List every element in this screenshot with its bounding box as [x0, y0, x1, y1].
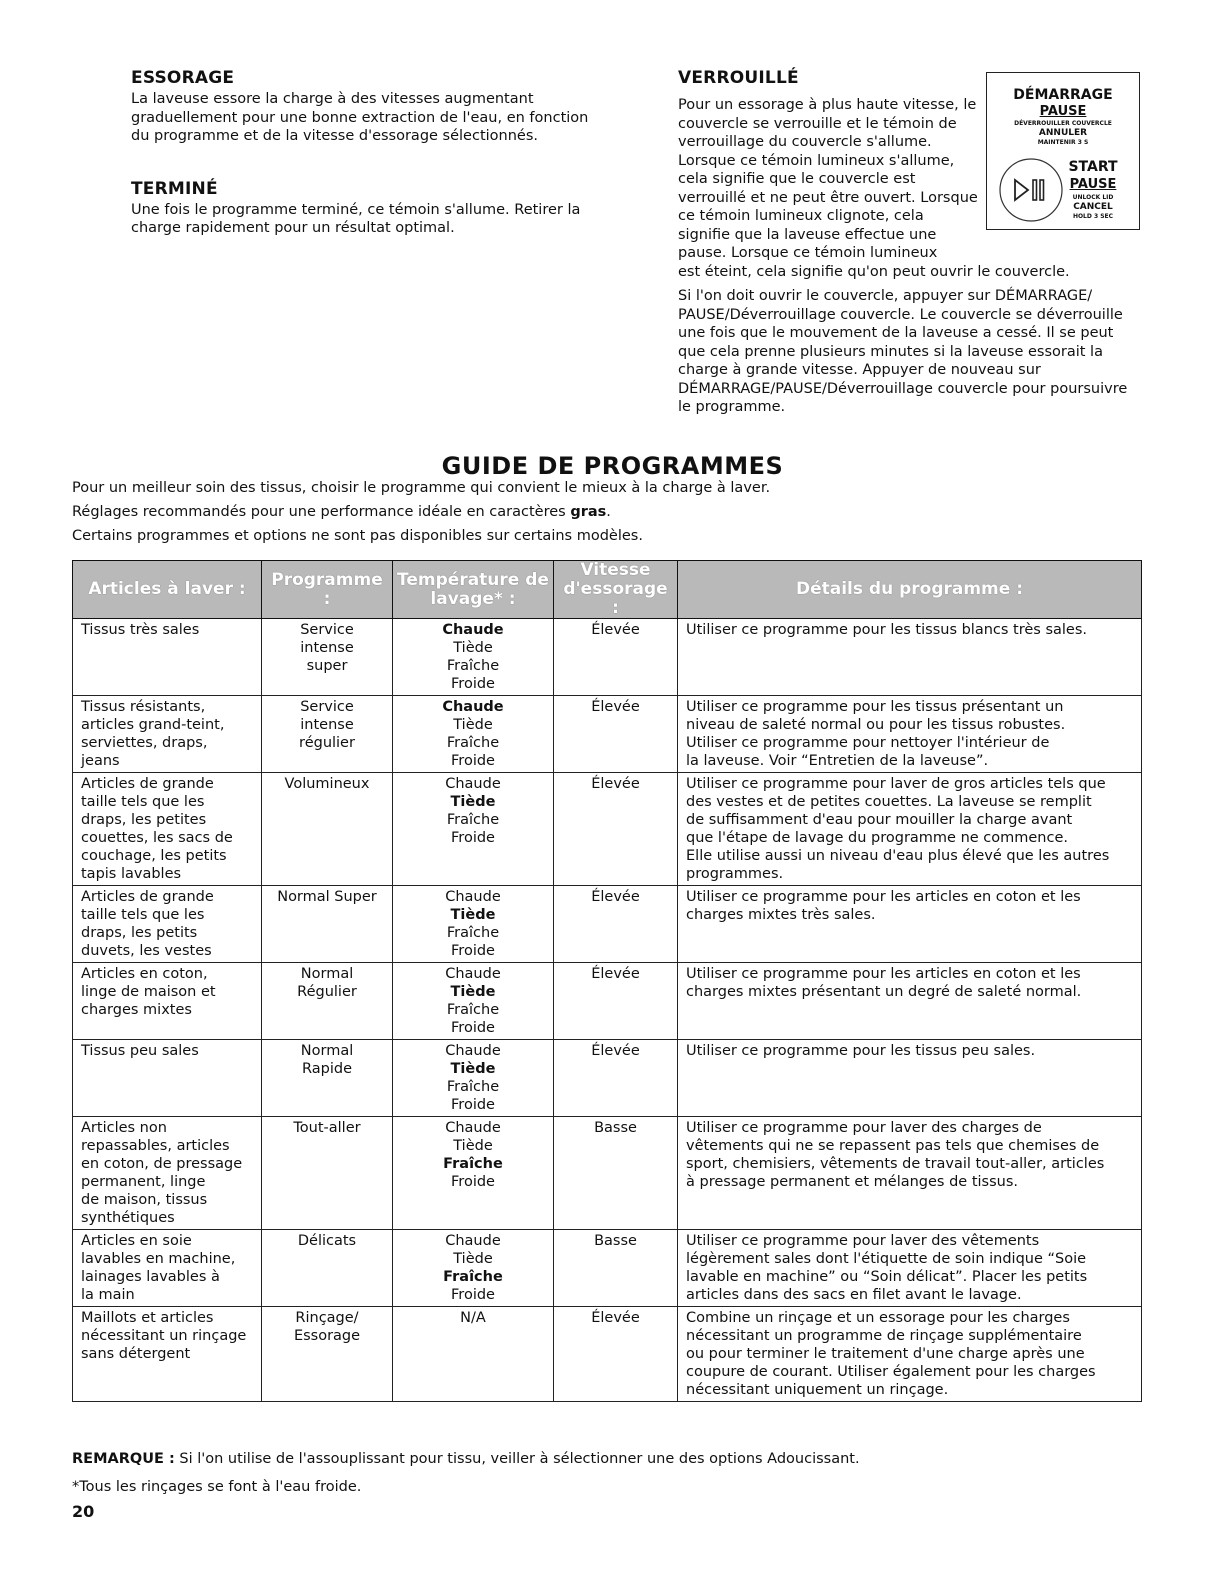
table-row — [73, 886, 1142, 963]
cell-line: Utiliser ce programme pour les tissus blancs très sales. — [686, 622, 1088, 638]
cell-line: Élevée — [591, 622, 640, 638]
cell-line: sport, chemisiers, vêtements de travail tout-aller, articles — [686, 1156, 1105, 1172]
cell-line: Utiliser ce programme pour les articles en coton et les — [686, 889, 1081, 905]
cell-line: que l'étape de lavage du programme ne commence. — [686, 830, 1068, 846]
cell-line: Elle utilise aussi un niveau d'eau plus élevé que les autres — [686, 848, 1110, 864]
cell-line: intense — [300, 640, 354, 656]
cell-line: charges mixtes présentant un degré de saleté normal. — [686, 984, 1082, 1000]
cell-line: nécessitant un programme de rinçage supplémentaire — [686, 1328, 1082, 1344]
cell-line: couchage, les petits — [81, 848, 227, 864]
cell-details — [678, 963, 1142, 1040]
cell-line: Articles en soie — [81, 1233, 192, 1249]
cell-line: super — [306, 658, 348, 674]
verrouille-text-end: est éteint, cela signifie qu'on peut ouvrir le couvercle. — [678, 263, 1070, 280]
cell-line: Tout-aller — [293, 1120, 361, 1136]
termine-text: Une fois le programme terminé, ce témoin s'allume. Retirer la charge rapidement pour un résultat optimal. — [131, 201, 581, 236]
notes — [72, 1450, 1172, 1506]
cell-line: Articles en coton, — [81, 966, 208, 982]
cell-vitesse — [554, 1117, 678, 1230]
cell-temperature — [393, 619, 554, 696]
cell-line: taille tels que les — [81, 794, 205, 810]
cell-details — [678, 1040, 1142, 1117]
table-header-cell: Vitesse d'essorage : — [554, 561, 678, 619]
cell-articles — [73, 1117, 262, 1230]
cell-details — [678, 773, 1142, 886]
cell-line: Essorage — [293, 1328, 361, 1344]
cell-line: Articles de grande — [81, 889, 214, 905]
cell-temperature — [393, 886, 554, 963]
cell-line: Fraîche — [443, 1156, 503, 1172]
cell-line: linge de maison et — [81, 984, 216, 1000]
cell-programme — [262, 963, 393, 1040]
cell-line: de maison, tissus — [81, 1192, 208, 1208]
cell-line: serviettes, draps, — [81, 735, 208, 751]
cell-temperature — [393, 1307, 554, 1402]
cell-line: Utiliser ce programme pour laver des vêtements — [686, 1233, 1040, 1249]
intro-line-2: Réglages recommandés pour une performance idéale en caractères gras. — [72, 504, 611, 520]
cell-line: à pressage permanent et mélanges de tissus. — [686, 1174, 1018, 1190]
cell-line: Chaude — [445, 889, 501, 905]
verrouille-text: Pour un essorage à plus haute vitesse, le couvercle se verrouille et le témoin de verrouillage du couvercle s'allume. Lorsque ce témoin lumineux s'allume, cela signifie que le couvercle est verrouillé et ne peut être ouvert. Lorsque ce témoin lumineux clignote, cela signifie que la laveuse effectue une pause. Lorsque ce témoin lumineux — [678, 97, 978, 261]
cell-programme — [262, 1230, 393, 1307]
cell-line: ou pour terminer le traitement d'une charge après une — [686, 1346, 1085, 1362]
cell-line: de suffisamment d'eau pour mouiller la charge avant — [686, 812, 1073, 828]
panel-pause-en: PAUSE — [1069, 177, 1117, 192]
panel-pause-fr: PAUSE — [1039, 104, 1087, 119]
guide-title: GUIDE DE PROGRAMMES — [441, 452, 784, 480]
cell-vitesse — [554, 1040, 678, 1117]
cell-line: Chaude — [445, 1043, 501, 1059]
cell-line: lavable en machine” ou “Soin délicat”. Placer les petits — [686, 1269, 1088, 1285]
termine-heading: TERMINÉ — [131, 178, 218, 199]
cell-line: légèrement sales dont l'étiquette de soin indique “Soie — [686, 1251, 1087, 1267]
cell-line: Tiède — [453, 717, 493, 733]
cell-line: Tiède — [453, 1138, 493, 1154]
cell-line: Utiliser ce programme pour laver de gros articles tels que — [686, 776, 1106, 792]
cell-articles — [73, 1040, 262, 1117]
footnote: *Tous les rinçages se font à l'eau froide. — [72, 1479, 362, 1495]
cell-line: régulier — [299, 735, 355, 751]
cell-line: Froide — [451, 753, 495, 769]
cell-line: lainages lavables à — [81, 1269, 220, 1285]
cell-line: draps, les petites — [81, 812, 207, 828]
panel-deverrouiller: DÉVERROUILLER COUVERCLE — [1014, 120, 1112, 127]
cell-line: articles grand-teint, — [81, 717, 225, 733]
table-header-cell: Programme : — [262, 561, 393, 619]
table-header-row — [73, 561, 1142, 619]
panel-maintenir: MAINTENIR 3 S — [1037, 139, 1089, 146]
cell-details — [678, 886, 1142, 963]
verrouille-text-2: Si l'on doit ouvrir le couvercle, appuyer sur DÉMARRAGE/ PAUSE/Déverrouillage couvercle. Le couvercle se déverrouille une fois que le mouvement de la laveuse a cessé. Il se peut que cela prenne plusieurs minutes si la laveuse essorait la charge à grande vitesse. Appuyer de nouveau sur DÉMARRAGE/PAUSE/Déverrouillage couvercle pour poursuivre le programme. — [678, 288, 1128, 415]
cell-line: Utiliser ce programme pour les articles en coton et les — [686, 966, 1081, 982]
top-section — [0, 0, 1225, 450]
cell-line: Tiède — [450, 1061, 496, 1077]
cell-line: niveau de saleté normal ou pour les tissus robustes. — [686, 717, 1066, 733]
table-row — [73, 619, 1142, 696]
cell-details — [678, 619, 1142, 696]
cell-vitesse — [554, 1230, 678, 1307]
table-header-cell: Articles à laver : — [73, 561, 262, 619]
cell-line: Chaude — [442, 699, 504, 715]
cell-programme — [262, 1040, 393, 1117]
left-column — [131, 68, 601, 238]
cell-line: vêtements qui ne se repassent pas tels que chemises de — [686, 1138, 1100, 1154]
cell-line: Fraîche — [443, 1269, 503, 1285]
cell-temperature — [393, 963, 554, 1040]
cell-vitesse — [554, 1307, 678, 1402]
cell-line: couettes, les sacs de — [81, 830, 233, 846]
program-guide-table — [72, 560, 1142, 1402]
control-panel-illustration — [986, 72, 1140, 230]
remarque-text: Si l'on utilise de l'assouplissant pour tissu, veiller à sélectionner une des options Adoucissant. — [174, 1451, 860, 1467]
table-row — [73, 773, 1142, 886]
cell-line: Élevée — [591, 1043, 640, 1059]
intro-line-3: Certains programmes et options ne sont pas disponibles sur certains modèles. — [72, 528, 643, 544]
cell-vitesse — [554, 963, 678, 1040]
panel-annuler: ANNULER — [1038, 128, 1088, 138]
cell-line: Chaude — [445, 776, 501, 792]
panel-demarrage: DÉMARRAGE — [1013, 87, 1113, 103]
cell-line: la laveuse. Voir “Entretien de la laveuse”. — [686, 753, 989, 769]
cell-line: Froide — [451, 1174, 495, 1190]
cell-line: N/A — [460, 1310, 486, 1326]
cell-articles — [73, 696, 262, 773]
cell-articles — [73, 963, 262, 1040]
page-number: 20 — [72, 1502, 95, 1521]
cell-line: Service — [300, 699, 354, 715]
table-row — [73, 1117, 1142, 1230]
cell-line: charges mixtes très sales. — [686, 907, 876, 923]
cell-line: Froide — [451, 1097, 495, 1113]
cell-line: Basse — [594, 1120, 637, 1136]
cell-programme — [262, 773, 393, 886]
cell-line: Fraîche — [446, 735, 500, 751]
cell-programme — [262, 886, 393, 963]
cell-line: la main — [81, 1287, 135, 1303]
cell-programme — [262, 1117, 393, 1230]
cell-line: Service — [300, 622, 354, 638]
cell-line: charges mixtes — [81, 1002, 192, 1018]
cell-line: Froide — [451, 943, 495, 959]
cell-vitesse — [554, 773, 678, 886]
table-header-cell: Détails du programme : — [678, 561, 1142, 619]
cell-line: Fraîche — [446, 658, 500, 674]
cell-line: Normal Super — [277, 889, 377, 905]
cell-programme — [262, 619, 393, 696]
cell-line: Froide — [451, 1020, 495, 1036]
cell-line: nécessitant un rinçage — [81, 1328, 247, 1344]
cell-line: nécessitant uniquement un rinçage. — [686, 1382, 949, 1398]
panel-cancel: CANCEL — [1073, 202, 1113, 212]
cell-temperature — [393, 696, 554, 773]
cell-line: Utiliser ce programme pour nettoyer l'intérieur de — [686, 735, 1050, 751]
cell-articles — [73, 1307, 262, 1402]
cell-line: Tissus peu sales — [81, 1043, 199, 1059]
cell-line: des vestes et de petites couettes. La laveuse se remplit — [686, 794, 1092, 810]
cell-details — [678, 1307, 1142, 1402]
cell-line: Élevée — [591, 776, 640, 792]
cell-line: Tiède — [450, 984, 496, 1000]
cell-temperature — [393, 773, 554, 886]
panel-unlock: UNLOCK LID — [1072, 194, 1114, 201]
table-row — [73, 1040, 1142, 1117]
cell-vitesse — [554, 696, 678, 773]
cell-line: Fraîche — [446, 1079, 500, 1095]
cell-line: Articles non — [81, 1120, 167, 1136]
cell-line: Délicats — [297, 1233, 357, 1249]
table-row — [73, 1230, 1142, 1307]
cell-line: Utiliser ce programme pour les tissus peu sales. — [686, 1043, 1036, 1059]
cell-line: Froide — [451, 676, 495, 692]
cell-line: Élevée — [591, 699, 640, 715]
cell-details — [678, 1230, 1142, 1307]
remarque — [72, 1450, 1172, 1468]
cell-line: programmes. — [686, 866, 784, 882]
cell-line: Utiliser ce programme pour laver des charges de — [686, 1120, 1042, 1136]
cell-line: duvets, les vestes — [81, 943, 212, 959]
cell-articles — [73, 1230, 262, 1307]
panel-start: START — [1068, 159, 1118, 175]
cell-line: Articles de grande — [81, 776, 214, 792]
essorage-text: La laveuse essore la charge à des vitesses augmentant graduellement pour une bonne extraction de l'eau, en fonction du programme et de la vitesse d'essorage sélectionnés. — [131, 91, 589, 144]
verrouille-heading: VERROUILLÉ — [678, 68, 799, 88]
remarque-label: REMARQUE : — [72, 1451, 175, 1467]
table-header-cell: Température de lavage* : — [393, 561, 554, 619]
cell-programme — [262, 1307, 393, 1402]
cell-line: Tissus résistants, — [81, 699, 206, 715]
cell-line: Chaude — [442, 622, 504, 638]
cell-line: permanent, linge — [81, 1174, 206, 1190]
cell-line: Tiède — [450, 907, 496, 923]
cell-line: tapis lavables — [81, 866, 182, 882]
table-row — [73, 1307, 1142, 1402]
panel-hold: HOLD 3 SEC — [1072, 213, 1114, 220]
cell-line: repassables, articles — [81, 1138, 230, 1154]
cell-programme — [262, 696, 393, 773]
cell-temperature — [393, 1040, 554, 1117]
cell-line: Chaude — [445, 966, 501, 982]
cell-line: coupure de courant. Utiliser également pour les charges — [686, 1364, 1096, 1380]
cell-line: Fraîche — [446, 812, 500, 828]
cell-details — [678, 696, 1142, 773]
cell-vitesse — [554, 619, 678, 696]
cell-line: Normal — [300, 1043, 354, 1059]
cell-line: en coton, de pressage — [81, 1156, 243, 1172]
cell-line: Froide — [451, 1287, 495, 1303]
cell-line: intense — [300, 717, 354, 733]
cell-line: Volumineux — [284, 776, 370, 792]
cell-line: Fraîche — [446, 1002, 500, 1018]
table-row — [73, 696, 1142, 773]
cell-line: Froide — [451, 830, 495, 846]
cell-line: synthétiques — [81, 1210, 175, 1226]
cell-line: Basse — [594, 1233, 637, 1249]
cell-articles — [73, 773, 262, 886]
cell-line: Chaude — [445, 1233, 501, 1249]
cell-line: Régulier — [297, 984, 357, 1000]
guide-intro — [72, 479, 1172, 551]
intro-line-1: Pour un meilleur soin des tissus, choisir le programme qui convient le mieux à la charge à laver. — [72, 480, 771, 496]
cell-line: Normal — [300, 966, 354, 982]
cell-temperature — [393, 1117, 554, 1230]
cell-line: sans détergent — [81, 1346, 191, 1362]
cell-line: Rapide — [302, 1061, 352, 1077]
cell-line: lavables en machine, — [81, 1251, 236, 1267]
cell-line: Tiède — [453, 1251, 493, 1267]
cell-line: draps, les petits — [81, 925, 198, 941]
cell-line: Élevée — [591, 1310, 640, 1326]
cell-line: Combine un rinçage et un essorage pour les charges — [686, 1310, 1070, 1326]
cell-line: Maillots et articles — [81, 1310, 214, 1326]
cell-line: jeans — [81, 753, 120, 769]
cell-temperature — [393, 1230, 554, 1307]
cell-line: Fraîche — [446, 925, 500, 941]
cell-line: Rinçage/ — [295, 1310, 359, 1326]
cell-line: taille tels que les — [81, 907, 205, 923]
cell-details — [678, 1117, 1142, 1230]
cell-line: Tiède — [453, 640, 493, 656]
cell-line: Élevée — [591, 889, 640, 905]
cell-line: Élevée — [591, 966, 640, 982]
cell-vitesse — [554, 886, 678, 963]
cell-articles — [73, 886, 262, 963]
cell-line: Chaude — [445, 1120, 501, 1136]
cell-line: Utiliser ce programme pour les tissus présentant un — [686, 699, 1064, 715]
cell-articles — [73, 619, 262, 696]
cell-line: Tiède — [450, 794, 496, 810]
essorage-heading: ESSORAGE — [131, 68, 235, 88]
table-row — [73, 963, 1142, 1040]
cell-line: Tissus très sales — [81, 622, 200, 638]
cell-line: articles dans des sacs en filet avant le lavage. — [686, 1287, 1022, 1303]
